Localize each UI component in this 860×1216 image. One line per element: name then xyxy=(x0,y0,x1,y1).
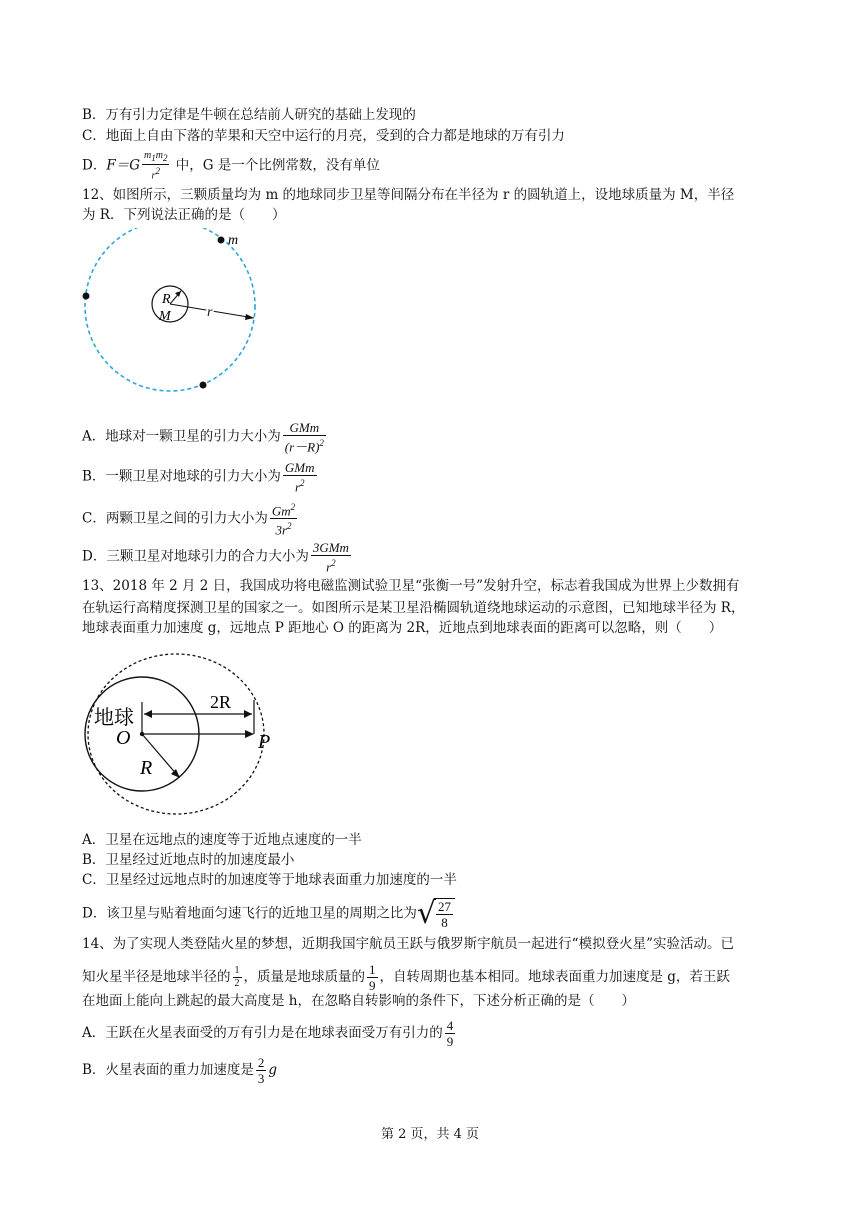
q14-stem-line2 xyxy=(82,962,730,993)
q13-option-d-fraction xyxy=(436,899,453,930)
q14-stem2-f2-num: 1 xyxy=(369,962,376,977)
q13-option-d xyxy=(82,898,455,930)
q12-option-d-fraction xyxy=(311,540,351,574)
q12-option-d-num: 3GMm xyxy=(312,540,349,555)
q12-option-a-text: A．地球对一颗卫星的引力大小为 xyxy=(82,428,281,445)
q13-option-d-sqrt: √ $\frac{27}{8}$ xyxy=(417,898,455,930)
q14-stem-line3: 在地面上能向上跳起的最大高度是 h，在忽略自转影响的条件下，下述分析正确的是（ ） xyxy=(82,993,635,1009)
q12-option-c-fraction xyxy=(270,500,297,538)
q11-formula-eq: ＝G xyxy=(115,157,140,174)
q12-option-c-den: $3r^2$ xyxy=(275,521,292,538)
q13-label-o: O xyxy=(116,727,131,749)
q13-option-d-text: D．该卫星与贴着地面匀速飞行的近地卫星的周期之比为 xyxy=(82,905,417,922)
q12-option-b-num: GMm xyxy=(284,460,315,475)
q14-stem2-f1-den: 2 xyxy=(234,978,240,989)
q13-option-a: A．卫星在远地点的速度等于近地点速度的一半 xyxy=(82,832,362,848)
q11-option-b: B．万有引力定律是牛顿在总结前人研究的基础上发现的 xyxy=(82,107,416,123)
q12-stem-line2: 为 R．下列说法正确的是（ ） xyxy=(82,207,286,223)
q12-option-b-text: B．一颗卫星对地球的引力大小为 xyxy=(82,468,281,485)
q14-stem2-a: 知火星半径是地球半径的 xyxy=(82,969,231,985)
q14-option-b-den: 3 xyxy=(257,1071,265,1086)
q12-label-r: r xyxy=(207,305,213,320)
q11-formula-fraction xyxy=(142,150,169,182)
q13-stem-line3: 地球表面重力加速度 g，远地点 P 距地心 O 的距离为 2R，近地点到地球表面的距离可以忽略，则（ ） xyxy=(82,620,723,636)
q12-option-c-text: C．两颗卫星之间的引力大小为 xyxy=(82,510,268,527)
q12-label-R: R xyxy=(162,292,171,307)
q13-label-p: P xyxy=(258,731,271,753)
q14-stem2-c: ，自转周期也基本相同。地球表面重力加速度是 g，若王跃 xyxy=(379,969,730,985)
q12-satellite-2 xyxy=(83,293,90,300)
q12-satellite-3 xyxy=(200,382,207,389)
q12-label-m: m xyxy=(228,233,239,248)
q11-option-d xyxy=(82,150,380,182)
q12-option-d-den: $r^2$ xyxy=(326,558,336,575)
q11-formula-num: $m_1m_2$ xyxy=(144,150,168,163)
q11-formula-lhs: F xyxy=(106,157,116,174)
q14-option-a-den: 9 xyxy=(446,1034,454,1049)
q14-stem2-b: ，质量是地球质量的 xyxy=(243,969,365,985)
q14-stem2-f1-num: 1 xyxy=(234,965,240,976)
q14-stem2-f2-den: 9 xyxy=(369,978,376,993)
q11-option-c: C．地面上自由下落的苹果和天空中运行的月亮，受到的合力都是地球的万有引力 xyxy=(82,128,565,144)
q13-option-d-den: 8 xyxy=(441,915,448,930)
q12-label-M: M xyxy=(159,309,171,324)
q13-option-c: C．卫星经过远地点时的加速度等于地球表面重力加速度的一半 xyxy=(82,872,457,888)
q14-option-b-text: B．火星表面的重力加速度是 xyxy=(82,1062,254,1078)
q13-stem-line2: 在轨运行高精度探测卫星的国家之一。如图所示是某卫星沿椭圆轨道绕地球运动的示意图，已知地球半径为 R， xyxy=(82,600,745,616)
q13-label-earth: 地球 xyxy=(94,707,134,729)
q12-option-d-text: D．三颗卫星对地球引力的合力大小为 xyxy=(82,548,309,565)
q12-satellite-1 xyxy=(218,237,225,244)
q12-option-a xyxy=(82,420,328,454)
q12-option-a-den: $(r-R)^2$ xyxy=(284,438,324,455)
q14-stem2-fraction2 xyxy=(367,962,378,993)
q12-option-b-den: $r^2$ xyxy=(294,478,305,495)
q14-stem2-fraction1 xyxy=(233,965,242,990)
q12-option-b xyxy=(82,460,319,494)
q14-stem-line1: 14、为了实现人类登陆火星的梦想，近期我国宇航员王跃与俄罗斯宇航员一起进行“模拟登火星”实验活动。已 xyxy=(82,936,734,952)
q14-option-a-fraction xyxy=(445,1018,456,1049)
q14-option-b xyxy=(82,1055,277,1086)
q13-label-2r: 2R xyxy=(210,692,232,712)
q13-label-r: R xyxy=(140,757,153,779)
q11-option-d-prefix: D． xyxy=(82,157,107,174)
q12-option-c xyxy=(82,500,299,538)
q11-formula-den: $r^2$ xyxy=(151,166,160,182)
q13-option-d-num: 27 xyxy=(437,899,451,914)
page-footer: 第 2 页，共 4 页 xyxy=(380,1127,480,1142)
q14-option-b-tail: g xyxy=(268,1062,278,1078)
q14-option-b-num: 2 xyxy=(257,1055,265,1070)
q13-option-b: B．卫星经过近地点时的加速度最小 xyxy=(82,852,295,868)
q11-option-d-suffix: 中，G 是一个比例常数，没有单位 xyxy=(171,157,380,174)
q13-stem-line1: 13、2018 年 2 月 2 日，我国成功将电磁监测试验卫星“张衡一号”发射升空，标志着我国成为世界上少数拥有 xyxy=(82,578,740,594)
q12-option-c-num: Gm$^2$ xyxy=(271,502,296,519)
q14-option-a-num: 4 xyxy=(446,1018,454,1033)
q14-option-a-text: A．王跃在火星表面受的万有引力是在地球表面受万有引力的 xyxy=(82,1025,443,1041)
q14-option-b-fraction xyxy=(256,1055,267,1086)
q12-option-a-fraction xyxy=(283,420,326,454)
q12-stem-line1: 12、如图所示，三颗质量均为 m 的地球同步卫星等间隔分布在半径为 r 的圆轨道上，设地球质量为 M，半径 xyxy=(82,187,735,203)
q14-option-a xyxy=(82,1018,457,1049)
q13-ellipse-figure xyxy=(84,650,284,818)
q12-orbit-figure xyxy=(78,228,278,398)
q12-option-a-num: GMm xyxy=(283,420,326,436)
q12-option-d xyxy=(82,540,353,574)
q12-option-b-fraction xyxy=(283,460,317,494)
